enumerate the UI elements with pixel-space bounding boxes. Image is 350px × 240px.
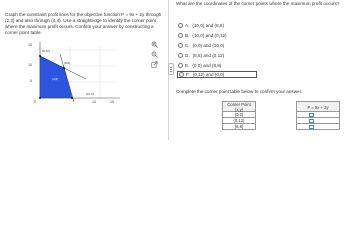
- option-d[interactable]: [178, 52, 298, 59]
- point-label: (0,12): [42, 49, 50, 53]
- option-b[interactable]: [178, 32, 298, 39]
- option-c[interactable]: [178, 42, 298, 49]
- point-label: (8,8): [64, 61, 71, 65]
- corner-point-header-title: Corner Point: [227, 102, 251, 107]
- option-e[interactable]: [178, 62, 298, 69]
- option-text: (0,12) and (0,0): [192, 72, 225, 77]
- radio-button[interactable]: [178, 23, 183, 28]
- radio-button[interactable]: [178, 43, 183, 48]
- feasible-region-graph: [26, 36, 136, 108]
- answer-panel: [176, 0, 350, 140]
- option-letter: B.: [185, 33, 190, 38]
- option-letter: E.: [185, 63, 190, 68]
- option-text: (10,0) and (8,8): [192, 23, 225, 28]
- corner-point-header-sub: (x,y): [234, 107, 244, 112]
- radio-button[interactable]: [178, 63, 183, 68]
- pane-resize-handle[interactable]: [168, 63, 174, 75]
- option-letter: F.: [186, 72, 190, 77]
- popout-icon[interactable]: [150, 60, 158, 68]
- corner-point-header: [222, 101, 256, 112]
- x-tick-label: 0: [34, 100, 36, 104]
- x-tick-label: 15: [110, 100, 114, 104]
- y-tick-label: 15: [28, 43, 32, 47]
- answer-input[interactable]: [309, 125, 314, 130]
- point-label: (4,6): [52, 77, 59, 81]
- table-row: (8,8): [222, 124, 256, 130]
- objective-value-table: [296, 101, 340, 130]
- objective-header: P = 9x + 2y: [296, 101, 340, 112]
- question-panel: [0, 0, 166, 140]
- option-text: (0,0) and (8,8): [192, 63, 222, 68]
- option-f[interactable]: [177, 71, 257, 78]
- y-tick-label: 5: [30, 79, 32, 83]
- option-letter: A.: [185, 23, 190, 28]
- table-row: [296, 124, 340, 130]
- corner-point-table: [222, 101, 256, 130]
- y-tick-label: 10: [28, 63, 32, 67]
- instruction-text: Complete the corner point table below to confirm your answer.: [176, 89, 303, 94]
- option-a[interactable]: [178, 22, 298, 29]
- radio-button[interactable]: [178, 53, 183, 58]
- option-letter: D.: [185, 53, 190, 58]
- graph-svg: [26, 36, 136, 108]
- option-letter: C.: [185, 43, 190, 48]
- option-text: (10,0) and (0,12): [192, 33, 227, 38]
- question-text: Graph the constraint profit lines for the objective function P = 9x + 2y through (2,2) and also through (4,4). Use a straightedge to identify the corner point where the maximum profit occurs. Confirm your answer by constructing a corner point table.: [5, 12, 162, 35]
- table-row: (0,0): [222, 112, 256, 118]
- table-row: (0,12): [222, 118, 256, 124]
- answer-input[interactable]: [309, 113, 314, 118]
- radio-button[interactable]: [179, 72, 184, 77]
- x-tick-label: 10: [92, 100, 96, 104]
- option-text: (8,8) and (0,12): [192, 53, 225, 58]
- zoom-out-icon[interactable]: [150, 50, 158, 58]
- point-label: (10,0): [86, 92, 94, 96]
- option-text: (0,0) and (10,0): [192, 43, 225, 48]
- answer-question: What are the coordinates of the corner points where the maximum profit occurs?: [176, 1, 340, 6]
- radio-button[interactable]: [178, 33, 183, 38]
- zoom-in-icon[interactable]: [150, 40, 158, 48]
- answer-input[interactable]: [309, 119, 314, 124]
